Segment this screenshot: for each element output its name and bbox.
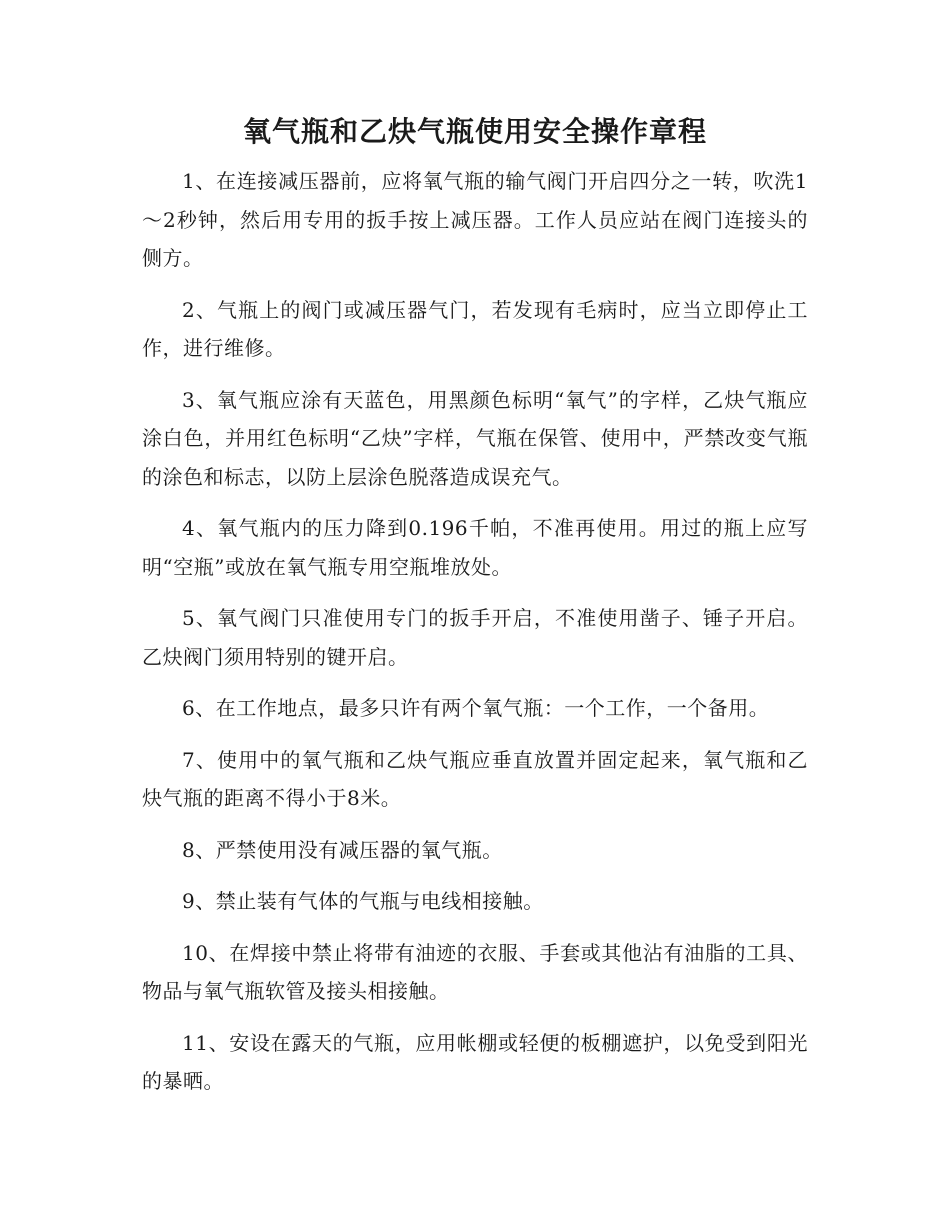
clause-2: 2、气瓶上的阀门或减压器气门，若发现有毛病时，应当立即停止工作，进行维修。 (142, 297, 808, 360)
clause-3: 3、氧气瓶应涂有天蓝色，用黑颜色标明“氧气”的字样，乙炔气瓶应涂白色，并用红色标明“乙炔”字样，气瓶在保管、使用中，严禁改变气瓶的涂色和标志，以防上层涂色脱落造成误充气。 (142, 387, 808, 489)
clause-9: 9、禁止装有气体的气瓶与电线相接触。 (182, 889, 544, 913)
clause-list (142, 162, 808, 1101)
clause-11: 11、安设在露天的气瓶，应用帐棚或轻便的板棚遮护，以免受到阳光的暴晒。 (142, 1030, 808, 1093)
clause-7: 7、使用中的氧气瓶和乙炔气瓶应垂直放置并固定起来，氧气瓶和乙炔气瓶的距离不得小于8米。 (142, 747, 808, 810)
clause-8: 8、严禁使用没有减压器的氧气瓶。 (182, 837, 503, 862)
clause-6: 6、在工作地点，最多只许有两个氧气瓶：一个工作，一个备用。 (182, 696, 770, 720)
clause-1: 1、在连接减压器前，应将氧气瓶的输气阀门开启四分之一转，吹洗1～2秒钟，然后用专用的扳手按上减压器。工作人员应站在阀门连接头的侧方。 (142, 169, 808, 270)
document-title: 氧气瓶和乙炔气瓶使用安全操作章程 (242, 115, 707, 148)
clause-5: 5、氧气阀门只准使用专门的扳手开启，不准使用凿子、锤子开启。乙炔阀门须用特别的键开启。 (142, 606, 808, 669)
clause-4: 4、氧气瓶内的压力降到0.196千帕，不准再使用。用过的瓶上应写明“空瓶”或放在氧气瓶专用空瓶堆放处。 (142, 516, 808, 579)
clause-10: 10、在焊接中禁止将带有油迹的衣服、手套或其他沾有油脂的工具、物品与氧气瓶软管及接头相接触。 (142, 940, 808, 1003)
